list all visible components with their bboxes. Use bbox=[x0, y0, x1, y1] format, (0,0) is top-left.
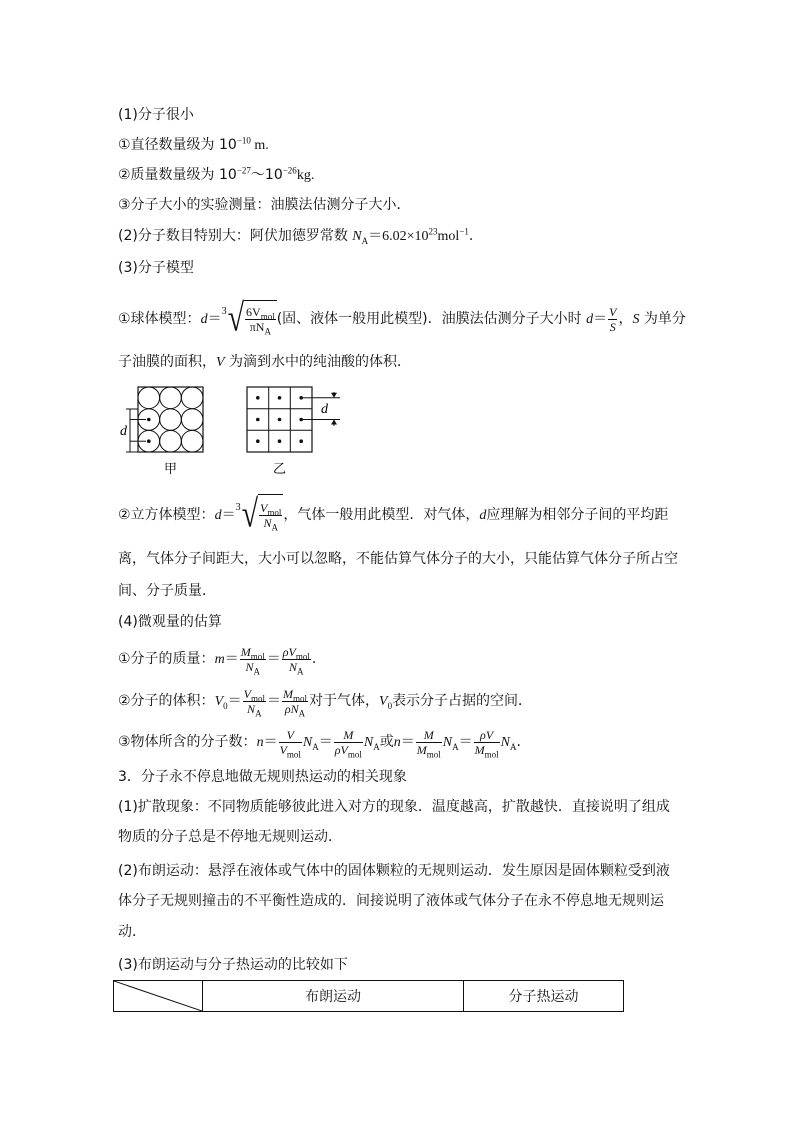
molecule-volume-formula: ②分子的体积：$V_0=$ $\frac{V_{mol}}{N_A}$ ＝ $\frac{M_{mol}}{\rho N_A}$ 对于气体，$V_0$表示分子占据的空间． bbox=[118, 686, 533, 718]
cube-grid-diagram bbox=[247, 387, 340, 476]
molecule-mass-formula: ①分子的质量：m＝ $\frac{M_{mol}}{N_A}$ ＝ $\frac{\rho V_{mol}}{N_A}$ . bbox=[118, 644, 317, 676]
diagonal-line bbox=[114, 981, 202, 1011]
comparison-table bbox=[113, 980, 624, 1012]
measurement-item: ③分子大小的实验测量：油膜法估测分子大小． bbox=[118, 197, 411, 213]
brownian-line-3: 动． bbox=[118, 924, 146, 940]
cube-root-formula-2: 3 √ $\frac{V_{mol}}{N_A}$ bbox=[235, 492, 282, 536]
figure-label-jia: 甲 bbox=[163, 461, 178, 476]
cube-model-line-3: 间、分子质量． bbox=[118, 583, 216, 599]
header-thermal-motion: 分子热运动 bbox=[464, 981, 624, 1012]
brownian-line-2: 体分子无规则撞击的不平衡性造成的．间接说明了液体或气体分子在永不停息地无规则运 bbox=[118, 893, 664, 909]
section-1-heading: (1)分子很小 bbox=[118, 107, 194, 123]
sphere-packing-diagram bbox=[120, 387, 203, 476]
figure-label-yi: 乙 bbox=[272, 461, 287, 476]
table-header-row bbox=[114, 981, 624, 1012]
brownian-line-1: (2)布朗运动：悬浮在液体或气体中的固体颗粒的无规则运动．发生原因是固体颗粒受到液 bbox=[118, 863, 670, 879]
header-brownian-motion: 布朗运动 bbox=[203, 981, 464, 1012]
cube-model-line: ②立方体模型：d＝ 3 √ $\frac{V_{mol}}{N_A}$ ，气体一般用此模型．对气体，d应理解为相邻分子间的平均距 bbox=[118, 492, 669, 536]
mass-magnitude-item: ②质量数量级为 $10^{-27}\sim 10^{-26}kg$. bbox=[118, 165, 315, 183]
molecule-count-formula: ③物体所含的分子数：n＝ $\frac{V}{V_{mol}}$ $N_A=$ $\frac{M}{\rho V_{mol}}$ $N_A$或n＝ $\frac{M}{M_{mol}}$ $N_A=$ $\frac{\rho V}{M_{mol}}$ $N_A$. bbox=[118, 727, 521, 759]
molecule-model-figure bbox=[112, 382, 352, 478]
sphere-model-line-2: 子油膜的面积，V 为滴到水中的纯油酸的体积． bbox=[118, 354, 412, 370]
comparison-heading: (3)布朗运动与分子热运动的比较如下 bbox=[118, 957, 348, 973]
diffusion-line-2: 物质的分子总是不停地无规则运动． bbox=[118, 829, 342, 845]
section-3-title: 3．分子永不停息地做无规则热运动的相关现象 bbox=[118, 769, 407, 785]
diameter-label: d bbox=[120, 424, 127, 439]
cube-model-line-2: 离，气体分子间距大，大小可以忽略，不能估算气体分子的大小，只能估算气体分子所占空 bbox=[118, 551, 678, 567]
diameter-magnitude-item: ①直径数量级为 $10^{-10}$ m. bbox=[118, 135, 269, 153]
cube-root-formula: 3 √ $\frac{6V_{mol}}{\pi N_A}$ bbox=[221, 296, 275, 340]
sphere-model-line: ①球体模型：d＝ 3 √ $\frac{6V_{mol}}{\pi N_A}$ (固、液体一般用此模型)．油膜法估测分子大小时 d＝ $\frac{V}{S}$ ，S 为单分 bbox=[118, 296, 686, 340]
spacing-label: d bbox=[321, 402, 328, 417]
v-over-s-fraction: $\frac{V}{S}$ bbox=[609, 304, 617, 334]
section-3-heading: (3)分子模型 bbox=[118, 260, 194, 276]
diagonal-header-cell bbox=[114, 981, 203, 1012]
section-4-heading: (4)微观量的估算 bbox=[118, 614, 222, 630]
diffusion-line-1: (1)扩散现象：不同物质能够彼此进入对方的现象．温度越高，扩散越快．直接说明了组成 bbox=[118, 799, 670, 815]
avogadro-line: (2)分子数目特别大：阿伏加德罗常数 $N_A=6.02\times 10^{23}mol^{-1}$. bbox=[118, 226, 474, 246]
